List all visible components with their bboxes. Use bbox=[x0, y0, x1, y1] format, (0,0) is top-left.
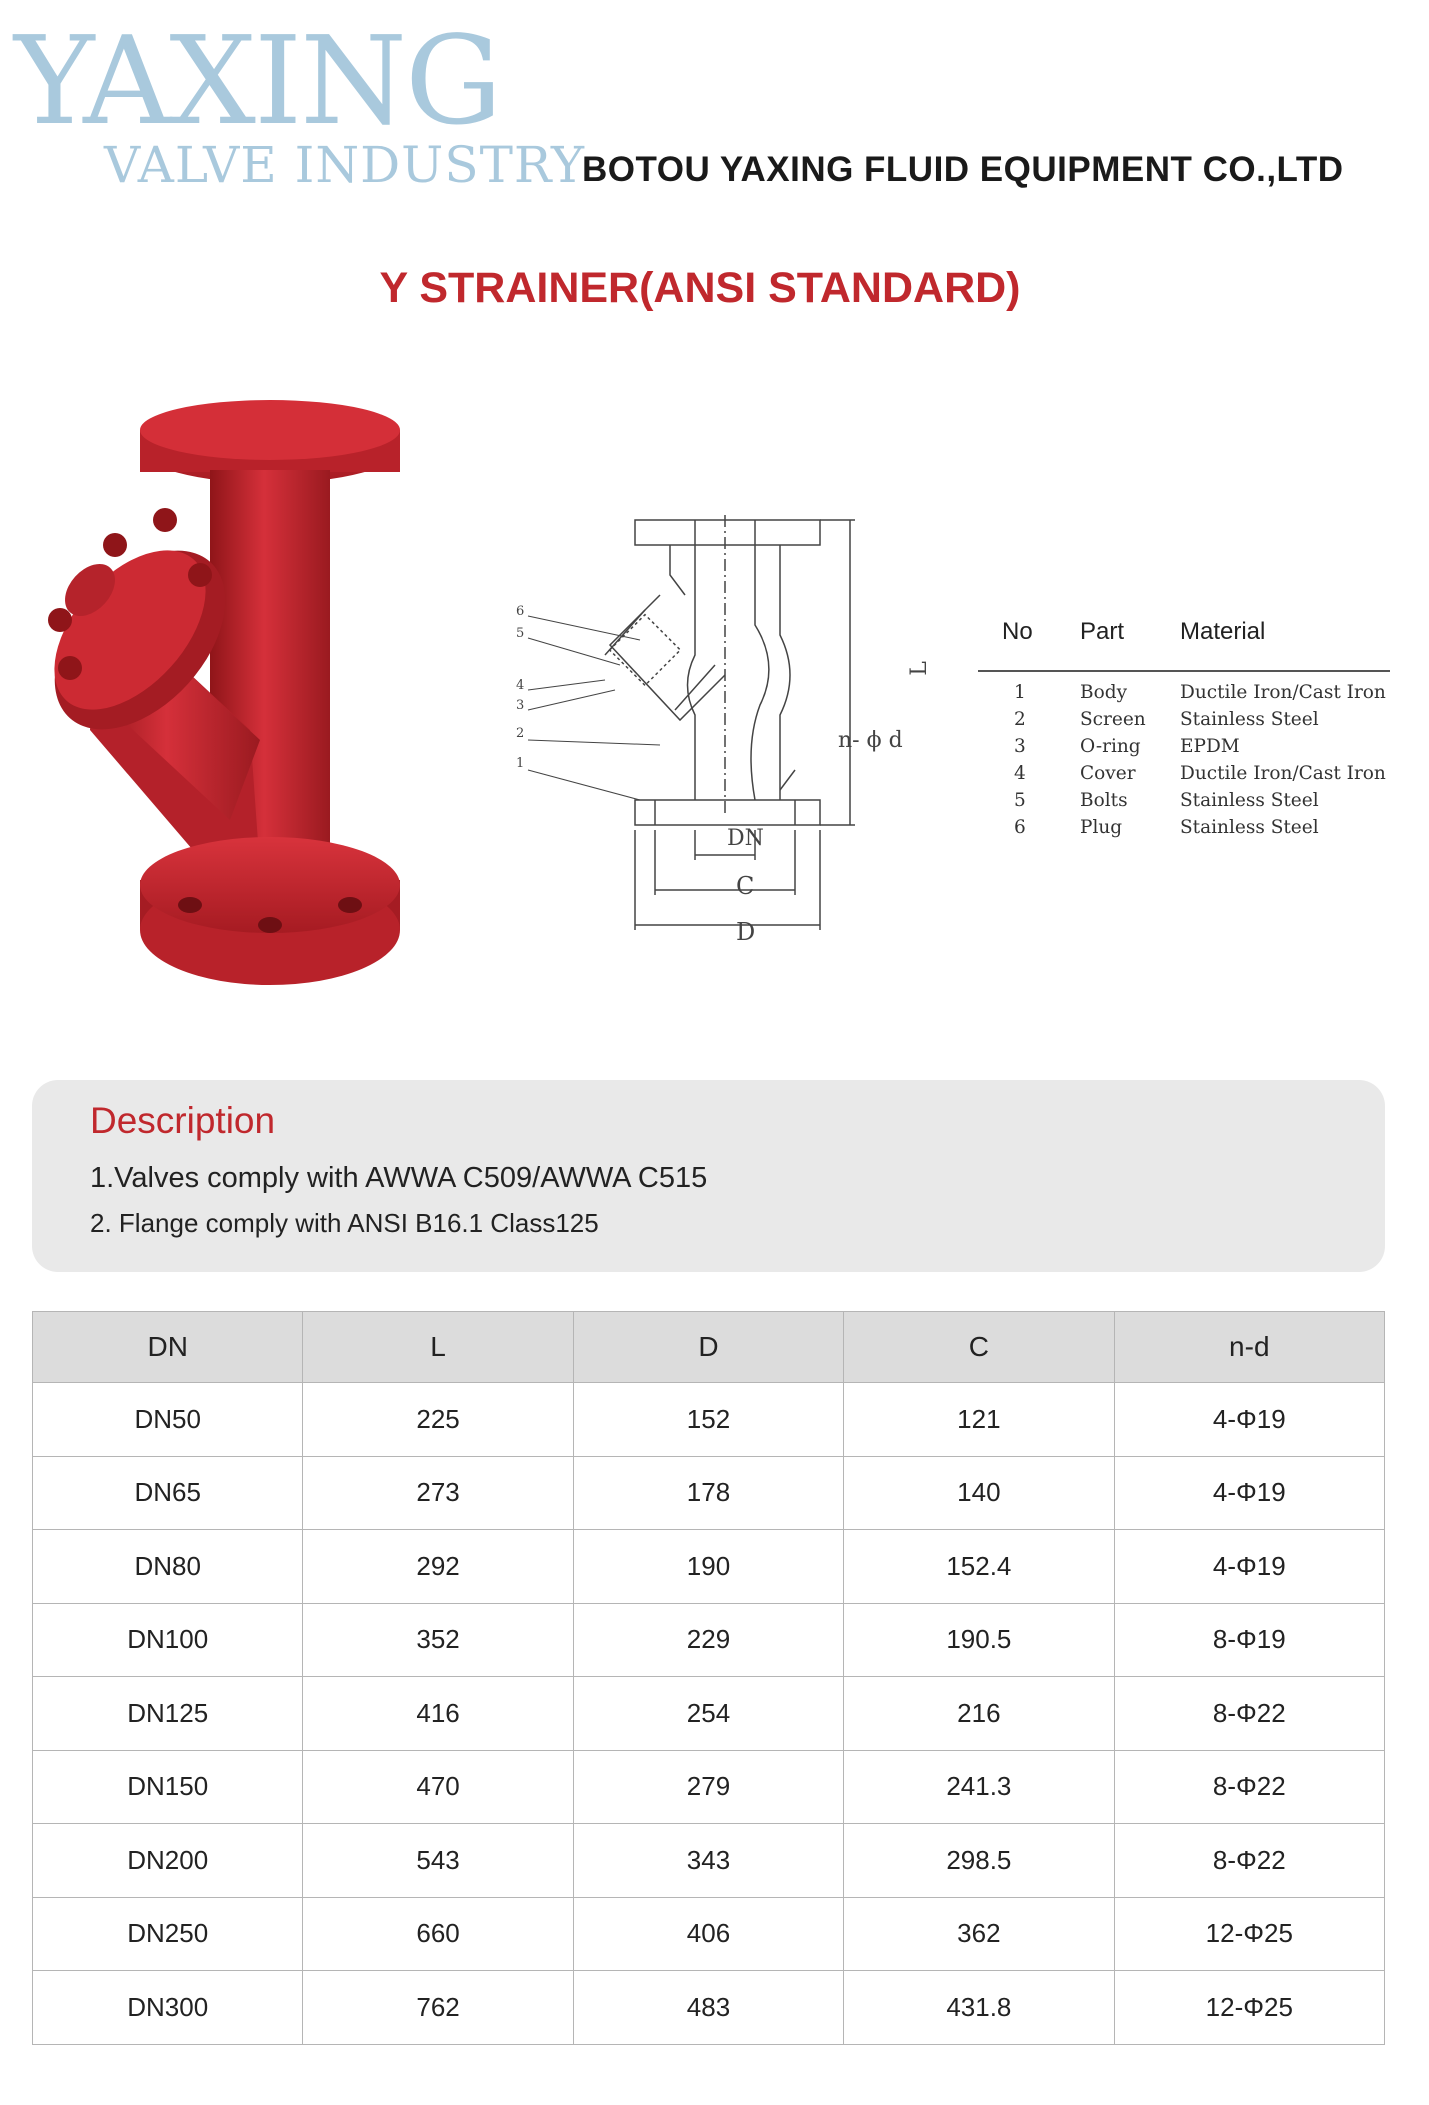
page-title: Y STRAINER(ANSI STANDARD) bbox=[379, 264, 1021, 312]
table-cell: 190 bbox=[573, 1530, 843, 1604]
table-cell: DN125 bbox=[33, 1677, 303, 1751]
table-row bbox=[33, 1897, 1385, 1971]
spec-table-header bbox=[33, 1312, 1385, 1383]
logo-main: YAXING bbox=[14, 10, 501, 152]
description-box bbox=[32, 1080, 1385, 1272]
part-material: Ductile Iron/Cast Iron bbox=[1180, 763, 1386, 784]
table-cell: 483 bbox=[573, 1971, 843, 2045]
table-cell: 4-Φ19 bbox=[1114, 1456, 1384, 1530]
dim-c: C bbox=[736, 872, 755, 900]
spec-header-d: D bbox=[573, 1312, 843, 1383]
callout-6: 6 bbox=[516, 604, 525, 619]
table-cell: DN80 bbox=[33, 1530, 303, 1604]
parts-header-no: No bbox=[1002, 618, 1033, 645]
part-name: Screen bbox=[1080, 709, 1146, 730]
parts-row bbox=[978, 682, 1390, 709]
table-cell: 406 bbox=[573, 1897, 843, 1971]
table-cell: 298.5 bbox=[844, 1824, 1114, 1898]
table-cell: 152.4 bbox=[844, 1530, 1114, 1604]
table-cell: 8-Φ19 bbox=[1114, 1603, 1384, 1677]
table-cell: 431.8 bbox=[844, 1971, 1114, 2045]
dim-l: L bbox=[906, 661, 932, 676]
part-no: 1 bbox=[1014, 682, 1026, 703]
table-cell: 279 bbox=[573, 1750, 843, 1824]
table-cell: 140 bbox=[844, 1456, 1114, 1530]
callout-4: 4 bbox=[516, 678, 525, 693]
table-cell: 225 bbox=[303, 1383, 573, 1457]
table-cell: 4-Φ19 bbox=[1114, 1530, 1384, 1604]
dim-nd: n- ϕ d bbox=[838, 728, 903, 753]
parts-row bbox=[978, 790, 1390, 817]
part-material: Stainless Steel bbox=[1180, 817, 1319, 838]
logo-subtitle: VALVE INDUSTRY bbox=[104, 136, 586, 194]
table-cell: DN100 bbox=[33, 1603, 303, 1677]
table-cell: 470 bbox=[303, 1750, 573, 1824]
table-cell: 254 bbox=[573, 1677, 843, 1751]
table-cell: 292 bbox=[303, 1530, 573, 1604]
part-material: Stainless Steel bbox=[1180, 709, 1319, 730]
table-cell: 8-Φ22 bbox=[1114, 1677, 1384, 1751]
table-cell: 12-Φ25 bbox=[1114, 1971, 1384, 2045]
spec-header-l: L bbox=[303, 1312, 573, 1383]
spec-header-nd: n-d bbox=[1114, 1312, 1384, 1383]
parts-row bbox=[978, 709, 1390, 736]
part-no: 2 bbox=[1014, 709, 1026, 730]
table-cell: 190.5 bbox=[844, 1603, 1114, 1677]
part-material: Ductile Iron/Cast Iron bbox=[1180, 682, 1386, 703]
table-cell: 343 bbox=[573, 1824, 843, 1898]
part-name: Body bbox=[1080, 682, 1128, 703]
part-no: 4 bbox=[1014, 763, 1026, 784]
parts-row bbox=[978, 736, 1390, 763]
table-cell: 12-Φ25 bbox=[1114, 1897, 1384, 1971]
table-cell: 362 bbox=[844, 1897, 1114, 1971]
spec-table bbox=[32, 1311, 1385, 2045]
table-row bbox=[33, 1971, 1385, 2045]
callout-1: 1 bbox=[516, 756, 525, 771]
table-cell: 416 bbox=[303, 1677, 573, 1751]
part-name: O-ring bbox=[1080, 736, 1141, 757]
part-no: 5 bbox=[1014, 790, 1026, 811]
table-cell: 352 bbox=[303, 1603, 573, 1677]
table-cell: 762 bbox=[303, 1971, 573, 2045]
parts-header-material: Material bbox=[1180, 618, 1266, 645]
table-cell: DN300 bbox=[33, 1971, 303, 2045]
callout-3: 3 bbox=[516, 698, 525, 713]
table-cell: DN65 bbox=[33, 1456, 303, 1530]
table-cell: 241.3 bbox=[844, 1750, 1114, 1824]
table-cell: DN200 bbox=[33, 1824, 303, 1898]
table-cell: 660 bbox=[303, 1897, 573, 1971]
table-row bbox=[33, 1530, 1385, 1604]
spec-header-c: C bbox=[844, 1312, 1114, 1383]
part-no: 6 bbox=[1014, 817, 1026, 838]
spec-header-dn: DN bbox=[33, 1312, 303, 1383]
table-cell: 121 bbox=[844, 1383, 1114, 1457]
table-row bbox=[33, 1750, 1385, 1824]
parts-table bbox=[978, 610, 1390, 844]
table-row bbox=[33, 1824, 1385, 1898]
table-cell: 273 bbox=[303, 1456, 573, 1530]
company-name: BOTOU YAXING FLUID EQUIPMENT CO.,LTD bbox=[582, 150, 1344, 189]
table-cell: DN250 bbox=[33, 1897, 303, 1971]
table-cell: DN150 bbox=[33, 1750, 303, 1824]
part-name: Plug bbox=[1080, 817, 1123, 838]
dim-dn: DN bbox=[727, 826, 764, 851]
table-cell: DN50 bbox=[33, 1383, 303, 1457]
table-row bbox=[33, 1603, 1385, 1677]
table-cell: 8-Φ22 bbox=[1114, 1824, 1384, 1898]
part-no: 3 bbox=[1014, 736, 1026, 757]
table-row bbox=[33, 1456, 1385, 1530]
table-cell: 4-Φ19 bbox=[1114, 1383, 1384, 1457]
part-material: Stainless Steel bbox=[1180, 790, 1319, 811]
table-row bbox=[33, 1383, 1385, 1457]
table-cell: 543 bbox=[303, 1824, 573, 1898]
dim-d: D bbox=[736, 918, 756, 946]
table-cell: 8-Φ22 bbox=[1114, 1750, 1384, 1824]
table-cell: 178 bbox=[573, 1456, 843, 1530]
parts-row bbox=[978, 817, 1390, 844]
parts-header-part: Part bbox=[1080, 618, 1125, 645]
description-title: Description bbox=[90, 1100, 276, 1141]
product-photo bbox=[30, 400, 570, 1020]
table-row bbox=[33, 1677, 1385, 1751]
callout-2: 2 bbox=[516, 726, 525, 741]
parts-table-header bbox=[978, 610, 1390, 672]
table-cell: 229 bbox=[573, 1603, 843, 1677]
description-line-2: 2. Flange comply with ANSI B16.1 Class125 bbox=[90, 1208, 599, 1238]
description-line-1: 1.Valves comply with AWWA C509/AWWA C515 bbox=[90, 1162, 708, 1194]
part-name: Bolts bbox=[1080, 790, 1128, 811]
part-name: Cover bbox=[1080, 763, 1136, 784]
parts-row bbox=[978, 763, 1390, 790]
table-cell: 216 bbox=[844, 1677, 1114, 1751]
callout-5: 5 bbox=[516, 626, 525, 641]
table-cell: 152 bbox=[573, 1383, 843, 1457]
part-material: EPDM bbox=[1180, 736, 1240, 757]
